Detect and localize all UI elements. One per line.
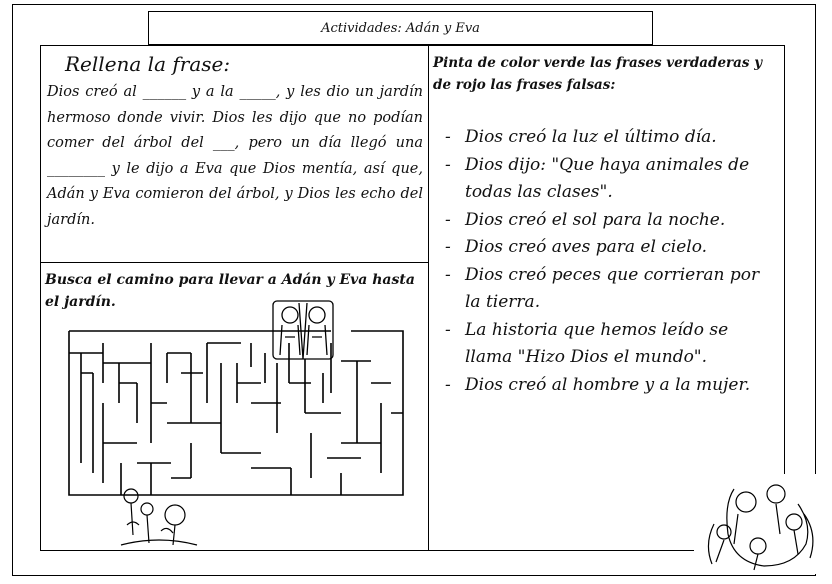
maze-drawing — [41, 263, 430, 552]
statement-text: Dios creó aves para el cielo. — [465, 237, 708, 257]
statement-list — [429, 124, 769, 399]
statement-item: - Dios creó peces que corrieran por la tierra. — [445, 264, 760, 312]
statement-item: - Dios creó al hombre y a la mujer. — [445, 374, 751, 395]
maze-heading: Busca el camino para llevar a Adán y Eva hasta el jardín. — [45, 272, 415, 310]
worksheet-title — [148, 11, 653, 45]
statement-text: Dios creó la luz el último día. — [465, 127, 717, 147]
statement-item: - La historia que hemos leído se llama "Hizo Dios el mundo". — [445, 319, 729, 367]
title-text: Actividades: Adán y Eva — [321, 20, 480, 36]
statement-text: Dios creó peces que corrieran por la tierra. — [465, 264, 760, 312]
statement-item: - Dios creó aves para el cielo. — [445, 237, 708, 257]
maze-panel — [40, 262, 429, 551]
statement-text: Dios creó al hombre y a la mujer. — [465, 374, 751, 395]
statement-text: Dios creó el sol para la noche. — [465, 209, 726, 230]
statement-item: - Dios creó la luz el último día. — [445, 127, 717, 147]
statement-item: - Dios dijo: "Que haya animales de todas las clases". — [445, 154, 750, 202]
maze-walls — [69, 331, 403, 495]
fill-paragraph: Dios creó al ______ y a la _____, y les dio un jardín hermoso donde vivir. Dios les dijo que no podían comer del árbol del ___, pero un día llegó una ________ y le dijo a Eva que Dios mentía, así que, Adán y Eva comieron del árbol, y Dios les echo del jardín. — [47, 84, 423, 228]
statement-text: Dios dijo: "Que haya animales de todas las clases". — [465, 154, 750, 202]
statement-text: La historia que hemos leído se llama "Hizo Dios el mundo". — [465, 319, 729, 367]
flowers-illustration — [121, 489, 197, 545]
fill-sentence-panel — [40, 45, 429, 263]
true-false-heading: Pinta de color verde las frases verdaderas y de rojo las frases falsas: — [433, 55, 763, 93]
family-illustration — [694, 474, 824, 574]
adam-eve-illustration — [273, 301, 333, 359]
fill-heading: Rellena la frase: — [65, 52, 231, 76]
statement-item: - Dios creó el sol para la noche. — [445, 209, 726, 230]
